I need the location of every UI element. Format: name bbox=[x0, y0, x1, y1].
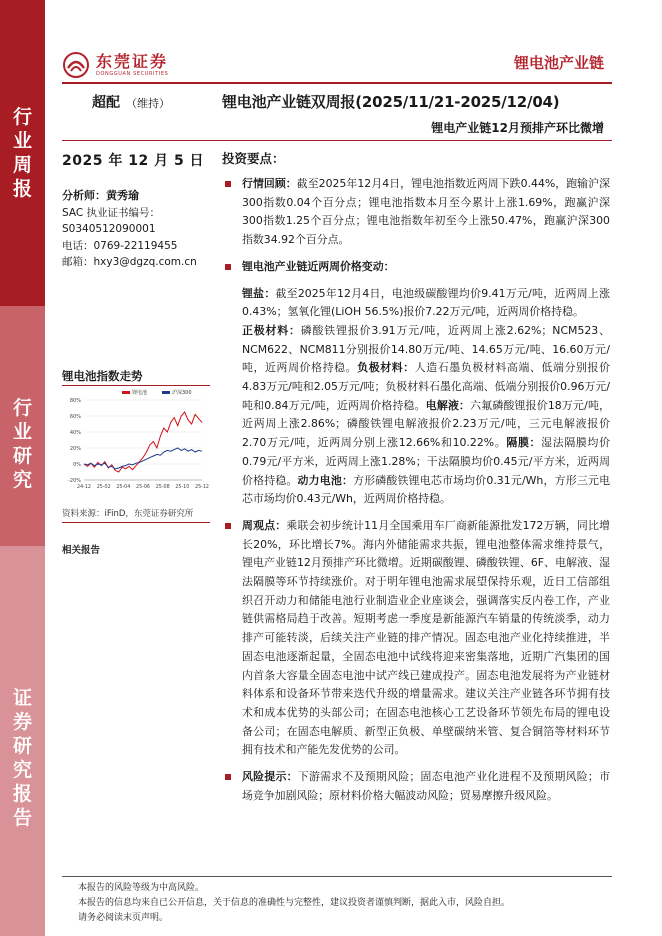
chart-series-line bbox=[84, 412, 202, 472]
main-content bbox=[222, 149, 610, 814]
risk-label: 风险提示： bbox=[242, 770, 298, 784]
chart-y-tick-label: 40% bbox=[69, 430, 81, 436]
company-logo bbox=[62, 52, 168, 78]
chart-source: 资料来源：iFinD，东莞证券研究所 bbox=[62, 509, 194, 519]
chart-legend-label: 沪深300 bbox=[172, 390, 192, 396]
weekly-view-label: 周观点： bbox=[242, 518, 287, 532]
chart-y-tick-label: -20% bbox=[68, 478, 81, 484]
cathode-label: 正极材料： bbox=[242, 323, 301, 337]
risk-paragraph bbox=[222, 768, 610, 805]
chart-y-tick-label: 20% bbox=[69, 446, 81, 452]
sac-label: SAC 执业证书编号： bbox=[62, 206, 161, 219]
rating-note: （维持） bbox=[126, 97, 170, 110]
chart-x-tick-label: 25-02 bbox=[96, 485, 111, 490]
chart-x-tick-label: 24-12 bbox=[77, 485, 91, 490]
cathode-text: 磷酸铁锂报价3.91万元/吨，近两周上涨2.62%；NCM523、NCM622、NCM811分别报价14.80万元/吨、14.65万元/吨、16.60万元/吨，近两周价格持稳。 bbox=[242, 323, 610, 375]
lithium-salt-label: 锂盐： bbox=[242, 286, 276, 300]
logo-mark-icon bbox=[62, 52, 90, 78]
title-divider bbox=[62, 140, 612, 141]
analyst-info bbox=[62, 188, 212, 271]
chart-legend-swatch bbox=[162, 391, 170, 394]
bullet-icon bbox=[225, 264, 231, 270]
chart-title: 锂电池指数走势 bbox=[62, 369, 143, 383]
sidebar-mid-block bbox=[0, 306, 45, 546]
sidebar-bottom-block bbox=[0, 546, 45, 936]
chart-bottom-divider bbox=[62, 522, 210, 523]
footer-line-3: 请务必阅读末页声明。 bbox=[78, 913, 169, 923]
chart-x-tick-label: 25-10 bbox=[175, 485, 190, 490]
rating-value: 超配 bbox=[92, 95, 120, 111]
chart-y-tick-label: 0% bbox=[73, 462, 81, 468]
separator-label: 隔膜： bbox=[506, 436, 542, 450]
sidebar-mid-label: 行业研究 bbox=[12, 397, 32, 491]
chart-x-tick-label: 25-04 bbox=[116, 485, 131, 490]
market-review-label: 行情回顾： bbox=[242, 177, 297, 190]
footer-divider bbox=[62, 876, 612, 877]
market-review-text: 截至2025年12月4日，锂电池指数近两周下跌0.44%，跑输沪深300指数0.04个百分点；锂电池指数本月至今累计上涨1.69%，跑赢沪深300指数1.25个百分点；锂电池指数年初至今上涨50.47%，跑赢沪深300指数34.92个百分点。 bbox=[242, 177, 610, 247]
risk-text: 下游需求不及预期风险；固态电池产业化进程不及预期风险；市场竞争加剧风险；原材料价格大幅波动风险；贸易摩擦升级风险。 bbox=[242, 770, 610, 802]
chart-x-tick-label: 25-12 bbox=[195, 485, 209, 490]
sidebar-bottom-label: 证券研究报告 bbox=[12, 687, 32, 829]
price-change-label: 锂电池产业链近两周价格变动： bbox=[242, 259, 395, 273]
chart-legend-swatch bbox=[122, 391, 130, 394]
report-date: 2025 年 12 月 5 日 bbox=[62, 153, 205, 169]
report-title: 锂电池产业链双周报(2025/11/21-2025/12/04) bbox=[222, 93, 560, 111]
power-battery-label: 动力电池： bbox=[297, 473, 354, 487]
footer-disclaimer bbox=[78, 881, 510, 926]
electrolyte-label: 电解液： bbox=[425, 398, 471, 412]
sidebar-top-label: 行业周报 bbox=[12, 106, 32, 200]
header-divider bbox=[62, 82, 612, 84]
market-review-paragraph bbox=[222, 175, 610, 250]
bullet-icon bbox=[225, 181, 231, 187]
sac-number: S0340512090001 bbox=[62, 223, 156, 235]
price-change-heading bbox=[222, 258, 610, 277]
rating bbox=[92, 92, 170, 112]
lithium-salt-text: 截至2025年12月4日，电池级碳酸锂均价9.41万元/吨，近两周上涨0.43%；氢氧化锂(LiOH 56.5%)报价7.22万元/吨，近两周价格持稳。 bbox=[242, 286, 610, 319]
price-detail-paragraph bbox=[222, 285, 610, 509]
bullet-icon bbox=[225, 523, 231, 529]
weekly-view-text: 乘联会初步统计11月全国乘用车厂商新能源批发172万辆，同比增长20%，环比增长7%。海内外储能需求共振，锂电池整体需求维持景气，锂电产业链12月预排产环比微增。近期碳酸锂、磷酸铁锂、6F、电解液、湿法隔膜等环节持续涨价。对于明年锂电池需求展望保持乐观，近日工信部组织召开动力和储能电池行业制造业企业座谈会，强调落实反内卷工作，产业链供需格局趋于改善。短期考虑一季度是新能源汽车销量的传统淡季，动力排产可能转淡，后续关注产业链的排产情况。固态电池产业化持续推进，半固态电池逐渐起量，全固态电池中试线将迎来密集落地，近期广汽集团的国内首条大容量全固态电池中试产线已建成投产。固态电池发展将为产业链材料体系和设备环节带来迭代升级的增量需求。建议关注产业链各环节拥有技术和成本优势的头部公司；在固态电池核心工艺设备环节领先布局的锂电设备公司；在固态电解质、新型正负极、单壁碳纳米管、复合铜箔等材料环节拥有技术和产能先发优势的公司。 bbox=[242, 518, 610, 757]
logo-en-text: DONGGUAN SECURITIES bbox=[96, 71, 169, 77]
report-subtitle: 锂电产业链12月预排产环比微增 bbox=[431, 121, 604, 135]
analyst-email[interactable]: 邮箱：hxy3@dgzq.com.cn bbox=[62, 256, 197, 268]
chart-x-tick-label: 25-08 bbox=[155, 485, 170, 490]
anode-label: 负极材料： bbox=[357, 361, 415, 375]
sidebar-top-block bbox=[0, 0, 45, 306]
weekly-view-paragraph bbox=[222, 517, 610, 760]
anode-text: 人造石墨负极材料高端、低端分别报价4.83万元/吨和2.05万元/吨；负极材料石墨化高端、低端分别报价0.96万元/吨和0.84万元/吨，近两周价格持稳。 bbox=[242, 361, 610, 412]
related-reports-label: 相关报告 bbox=[62, 545, 101, 556]
logo-cn-text: 东莞证券 bbox=[96, 52, 169, 71]
index-chart bbox=[62, 388, 210, 503]
chart-legend-label: 锂电池 bbox=[132, 390, 148, 396]
footer-line-1: 本报告的风险等级为中高风险。 bbox=[78, 883, 205, 893]
chart-y-tick-label: 60% bbox=[69, 414, 81, 420]
bullet-icon bbox=[225, 774, 231, 780]
chart-y-tick-label: 80% bbox=[69, 398, 81, 404]
analyst-phone: 电话：0769-22119455 bbox=[62, 239, 178, 252]
left-sidebar bbox=[0, 0, 45, 936]
footer-line-2: 本报告的信息均来自已公开信息，关于信息的准确性与完整性，建议投资者谨慎判断，据此入市，风险自担。 bbox=[78, 898, 511, 908]
chart-x-tick-label: 25-06 bbox=[136, 485, 150, 490]
analyst-name: 分析师：黄秀瑜 bbox=[62, 189, 139, 202]
chart-top-divider bbox=[62, 385, 210, 386]
electrolyte-text: 六氟磷酸锂报价18万元/吨，近两周上涨2.86%；磷酸铁锂电解液报价2.23万元/吨，三元电解液报价2.70万元/吨，近两周分别上涨12.66%和10.22%。 bbox=[242, 398, 610, 450]
separator-text: 湿法隔膜均价0.79元/平方米，近两周上涨1.28%；干法隔膜均价0.45元/平方米，近两周价格持稳。 bbox=[242, 436, 610, 487]
header-category: 锂电池产业链 bbox=[513, 54, 604, 72]
key-points-heading: 投资要点： bbox=[222, 151, 285, 166]
power-battery-text: 方形磷酸铁锂电芯市场均价0.31元/Wh，方形三元电芯市场均价0.43元/Wh，近两周价格持稳。 bbox=[242, 473, 610, 506]
